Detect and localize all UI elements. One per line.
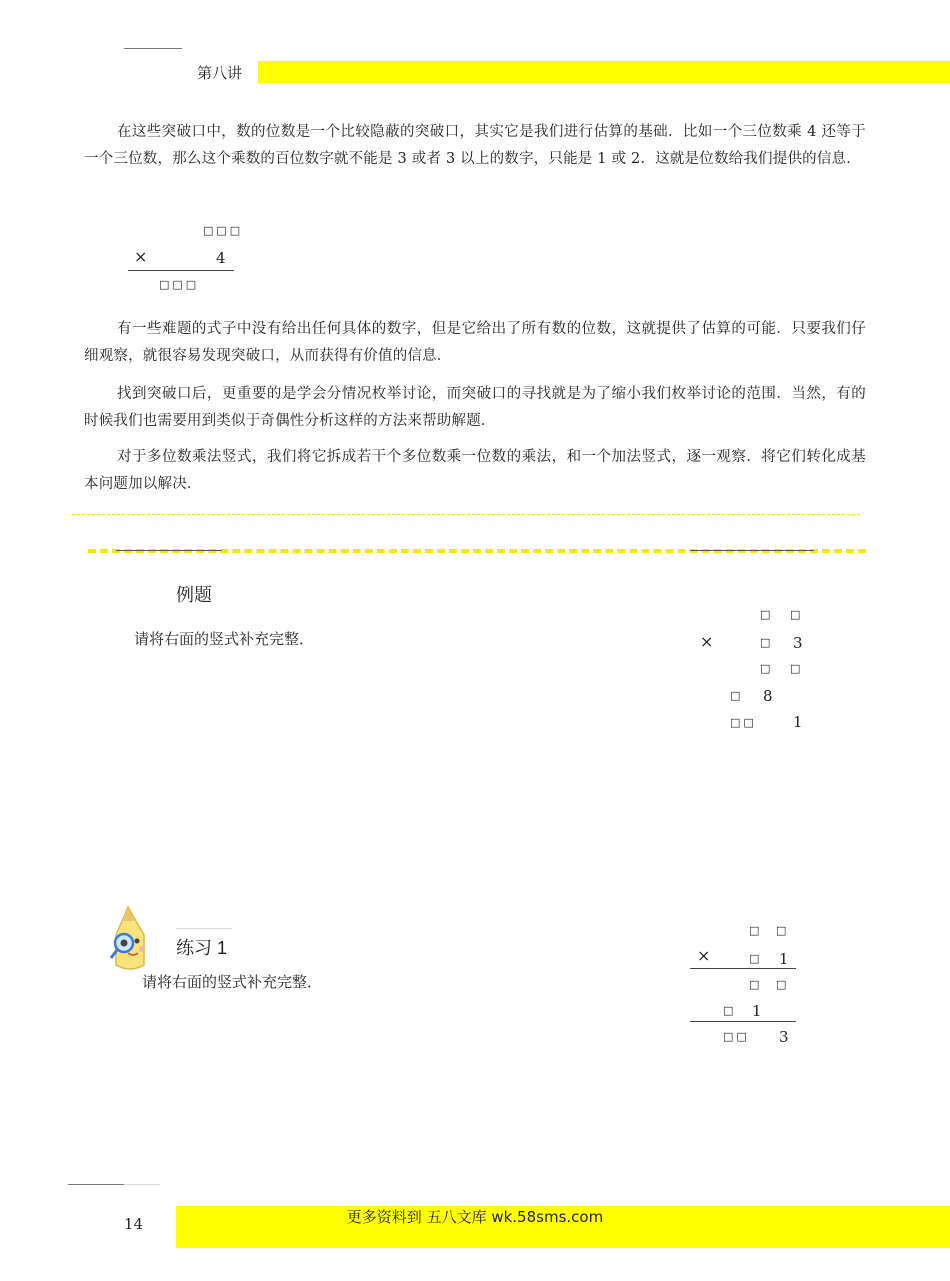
chapter-title: 第八讲 bbox=[197, 64, 243, 82]
paragraph-1: 在这些突破口中，数的位数是一个比较隐蔽的突破口，其实它是我们进行估算的基础．比如一个三位数乘 4 还等于一个三位数，那么这个乘数的百位数字就不能是 3 或者 3 以上的数字，只能是 1 或 2．这就是位数给我们提供的信息． bbox=[84, 124, 866, 167]
practice-instruction: 请将右面的竖式补充完整． bbox=[142, 973, 323, 991]
pr-r4-b: 1 bbox=[752, 1002, 762, 1020]
ex-r1-b: □ bbox=[790, 608, 804, 621]
pr-r4-a: □ bbox=[723, 1004, 737, 1017]
ex-r1-a: □ bbox=[760, 608, 774, 621]
intro-result-line bbox=[128, 270, 234, 271]
ex-r2-a: □ bbox=[760, 636, 774, 649]
ex-r2-b: 3 bbox=[793, 634, 803, 652]
example-instruction: 请将右面的竖式补充完整． bbox=[134, 630, 315, 648]
header-highlight-bar bbox=[258, 61, 950, 83]
header-rule bbox=[124, 48, 182, 49]
pr-r3-b: □ bbox=[776, 978, 790, 991]
ex-multiply-sign: × bbox=[700, 632, 714, 651]
pr-r5-b: 3 bbox=[779, 1028, 789, 1046]
ex-r3-b: □ bbox=[790, 662, 804, 675]
pr-product-line bbox=[690, 968, 796, 969]
practice-title-rule bbox=[176, 928, 232, 929]
intro-multiply-sign: × bbox=[134, 247, 148, 266]
pr-r5-a: □□ bbox=[723, 1030, 750, 1043]
ex-r5-a: □□ bbox=[730, 716, 757, 729]
paragraph-3: 找到突破口后，更重要的是学会分情况枚举讨论，而突破口的寻找就是为了缩小我们枚举讨论的范围．当然，有的时候我们也需要用到类似于奇偶性分析这样的方法来帮助解题． bbox=[84, 386, 866, 429]
pencil-mascot-icon bbox=[106, 905, 158, 973]
footer-rule bbox=[68, 1184, 124, 1185]
dotted-separator bbox=[72, 514, 860, 515]
footer-promo-link[interactable]: 更多资料到 五八文库 wk.58sms.com bbox=[346, 1208, 604, 1226]
pr-r1-a: □ bbox=[749, 924, 763, 937]
example-title: 例题 bbox=[176, 585, 212, 605]
pr-r3-a: □ bbox=[749, 978, 763, 991]
ex-r4-a: □ bbox=[730, 689, 744, 702]
separator-left-rule bbox=[116, 550, 222, 551]
ex-r4-b: 8 bbox=[763, 687, 773, 705]
ex-r5-b: 1 bbox=[793, 713, 803, 731]
intro-top-digits: □□□ bbox=[203, 224, 244, 237]
pr-r2-a: □ bbox=[749, 952, 763, 965]
paragraph-2: 有一些难题的式子中没有给出任何具体的数字，但是它给出了所有数的位数，这就提供了估算的可能．只要我们仔细观察，就很容易发现突破口，从而获得有价值的信息． bbox=[84, 321, 866, 364]
pr-multiply-sign: × bbox=[697, 946, 711, 965]
practice-title: 练习 1 bbox=[176, 938, 228, 958]
ex-r3-a: □ bbox=[760, 662, 774, 675]
paragraph-4: 对于多位数乘法竖式，我们将它拆成若干个多位数乘一位数的乘法，和一个加法竖式，逐一观察．将它们转化成基本问题加以解决． bbox=[84, 449, 866, 492]
intro-bottom-digits: □□□ bbox=[159, 278, 200, 291]
pr-r2-b: 1 bbox=[779, 950, 789, 968]
pr-r1-b: □ bbox=[776, 924, 790, 937]
pr-sum-line bbox=[690, 1021, 796, 1022]
intro-multiplier: 4 bbox=[216, 249, 226, 267]
page-number: 14 bbox=[124, 1215, 144, 1233]
footer-rule-light bbox=[124, 1184, 160, 1185]
separator-right-rule bbox=[690, 550, 814, 551]
